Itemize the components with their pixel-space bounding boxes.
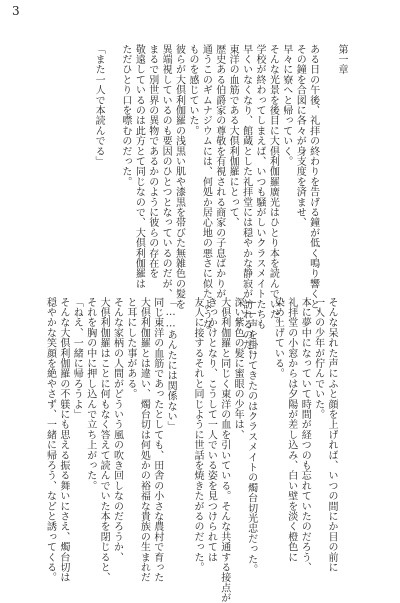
chapter-title: 第一章 [336,44,347,75]
text-line: 学校が終わってしまえば、いつも騒がしいクラスメイトたちも [253,44,265,330]
text-line [105,44,118,279]
spacer [320,44,335,279]
text-line: 東洋の血筋である大倶利伽羅にとって、 [227,44,239,228]
text-line: と耳にした事がある。 [124,297,136,399]
text-line: きっかけとなり、こうして一人でいる姿を見つけられては [205,297,217,563]
text-line: 深い紫色の髪に蜜眼の少年は、 [232,297,244,440]
text-line: 歴史ある伯爵家の尊敬を有視される商家の子息ばかりが [213,44,225,299]
text-line [258,297,271,532]
text-line: 一人の少年が佇んでいた。 [312,297,324,420]
text-line [177,297,190,532]
text-line: ある日の午後、礼拝の終わりを告げる鐘が低く鳴り響くと、 [307,44,319,320]
lower-text-block [43,297,338,603]
page-number: 3 [12,4,20,18]
dialogue-line: 「……あんたには関係ない」 [165,297,177,432]
text-line: 敬遠しているのは此方とて同じなので、大倶利伽羅は [133,44,145,289]
text-line: 染め上げている。 [272,297,284,379]
text-line: そんな呆れた声にふと顔を上げれば、いつの間にか目の前に [326,297,337,573]
text-line: 大倶利伽羅とは違い、燭台切は何処かの裕福な貴族の生まれだ [138,297,150,583]
text-line: そんな光景を後目に大倶利伽羅廣光はひとり本を読んでいた。 [267,44,279,330]
text-line: 穏やかな笑顔を絶やさず、一緒に帰ろう、などと誘ってくる。 [44,297,56,583]
text-line: まるで別世界の異物であるかのように彼らの存在を [146,44,158,279]
text-line: 通うこのギムナジウムには、何処か居心地の悪さに似たような [200,44,212,330]
text-line: それを胸の中に押し込んで立ち上がった。 [84,297,96,491]
text-line: 礼拝堂の小窓からは夕陽が差し込み、白い壁を淡く橙色に [285,297,297,563]
text-line: 大倶利伽羅はことに何もなく答えて読んでいた本を閉じると、 [98,297,110,583]
text-line: ただひとり口を噤むのだった。 [119,44,131,187]
dialogue-line: 「ねえ、一緒に帰ろうよ」 [71,297,83,420]
text-line: その鐘を合図に各々が身支度を済ませ、 [294,44,306,228]
dialogue-line: 「また一人で本読んでる」 [93,44,105,167]
text-line: 大倶利伽羅と同じく東洋の血を引いている。そんな共通する接点が [218,297,230,603]
text-line: 彼らが大倶利伽羅の浅黒い肌や漆黒を帯びた無雑色の髪を [173,44,185,310]
text-line: ――声を掛けてきたのはクラスメイトの燭台切光忠だった。 [245,297,257,575]
text-line: そんな大倶利伽羅の不躾にも思える振る舞いにさえ、燭台切は [57,297,69,583]
text-line: ものを感じていた。 [186,44,198,136]
text-line: 異端視しているのも要因のひとつとなっているのだが、 [160,44,172,299]
text-line: 早くいなくなり、館蔵とした礼拝堂には穏やかな静寂が訪れるのだ。 [240,44,252,361]
text-line: 早々に寮へと帰っていく。 [280,44,292,167]
text-line: 友人に接するそれと同じように世話を焼きたがるのだった。 [191,297,203,573]
text-line: 同じ東洋の血筋であったとしても、田舎の小さな農村で育った [151,297,163,583]
text-line: そんな家柄の人間がどういう風の吹き回しなのだろうか、 [111,297,123,563]
text-line: 本に夢中になっていて時間が経つのも忘れていたのだろう、 [299,297,311,573]
